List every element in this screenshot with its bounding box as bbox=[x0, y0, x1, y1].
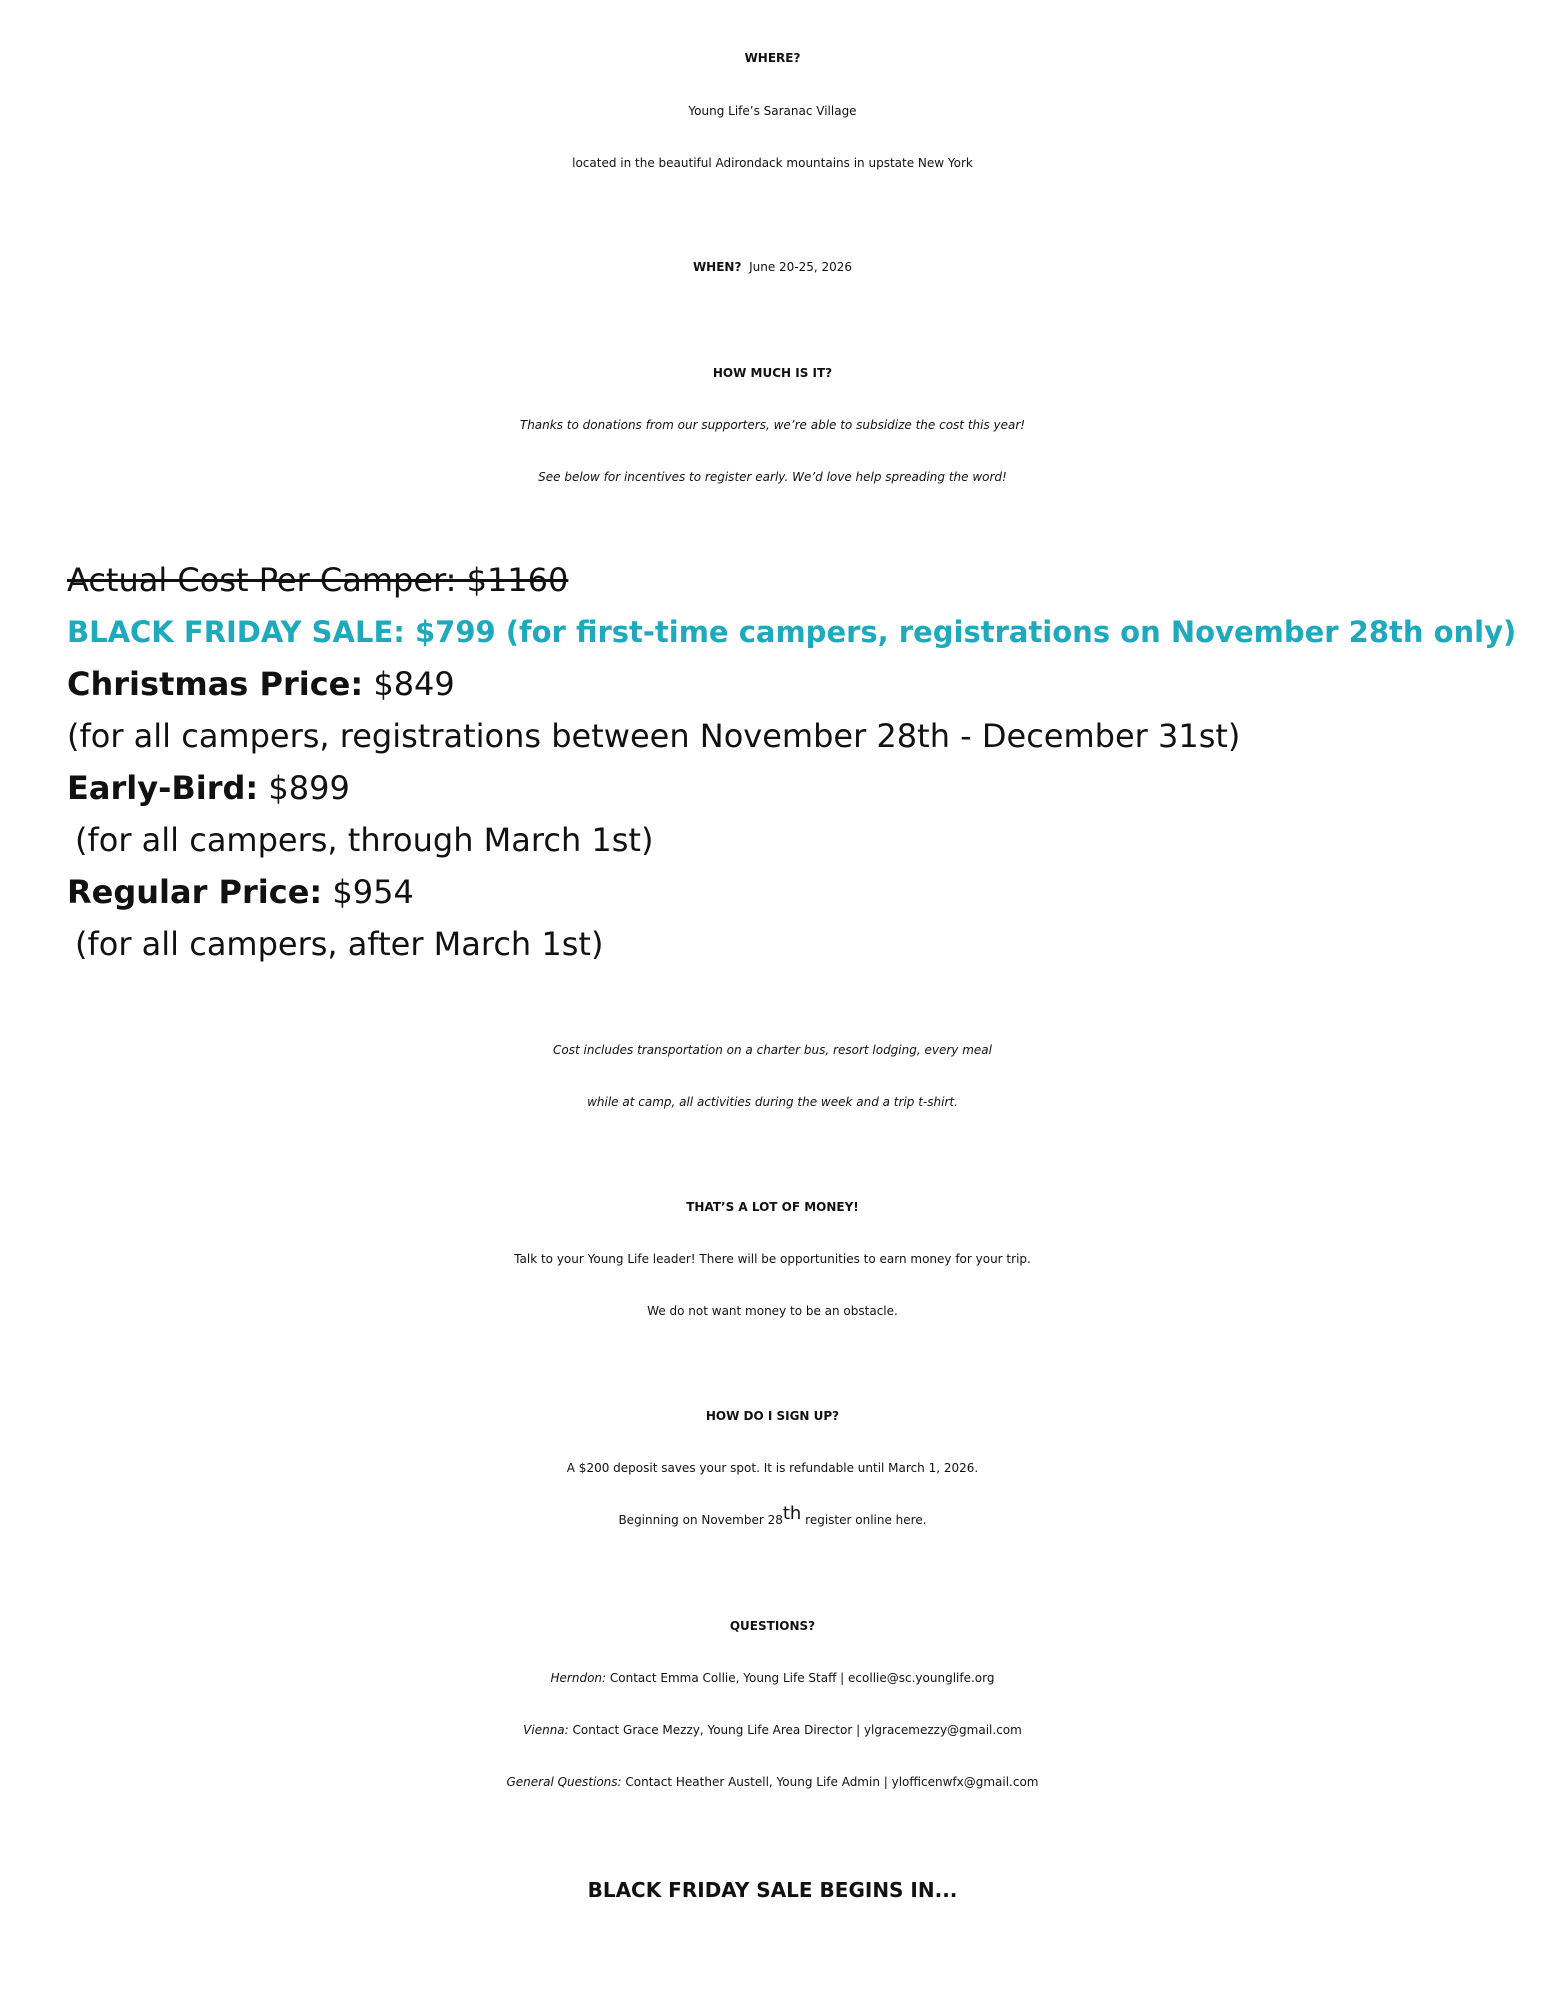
early-bird-value: $899 bbox=[268, 769, 350, 807]
cost-intro-1: Thanks to donations from our supporters, we’re able to subsidize the cost this year! bbox=[519, 418, 1026, 432]
when-heading: WHEN? bbox=[692, 260, 742, 274]
early-bird-price bbox=[67, 768, 350, 808]
signup-heading: HOW DO I SIGN UP? bbox=[705, 1409, 840, 1423]
christmas-label: Christmas Price: bbox=[67, 665, 364, 703]
questions-heading: QUESTIONS? bbox=[729, 1619, 816, 1633]
includes-line-1: Cost includes transportation on a charter bus, resort lodging, every meal bbox=[553, 1043, 992, 1057]
contact-area: Vienna: bbox=[523, 1723, 569, 1737]
where-heading: WHERE? bbox=[744, 51, 801, 65]
early-bird-note: (for all campers, through March 1st) bbox=[75, 821, 654, 859]
signup-line-2 bbox=[0, 1500, 1545, 1540]
contact-email-link[interactable]: ylofficenwfx@gmail.com bbox=[891, 1775, 1039, 1789]
countdown-title: BLACK FRIDAY SALE BEGINS IN... bbox=[587, 1878, 958, 1902]
contact-text: Contact Grace Mezzy, Young Life Area Director | bbox=[568, 1723, 864, 1737]
contact-email-link[interactable]: ecollie@sc.younglife.org bbox=[848, 1671, 995, 1685]
contact-general bbox=[0, 1762, 1545, 1802]
contact-text: Contact Heather Austell, Young Life Admin | bbox=[621, 1775, 892, 1789]
money-line-1: Talk to your Young Life leader! There will be opportunities to earn money for your trip. bbox=[514, 1252, 1031, 1266]
where-line-1: Young Life’s Saranac Village bbox=[688, 104, 857, 118]
regular-value: $954 bbox=[332, 873, 414, 911]
actual-cost: Actual Cost Per Camper: $1160 bbox=[67, 561, 569, 599]
signup-date-suffix: th bbox=[782, 1503, 802, 1524]
when-value: June 20-25, 2026 bbox=[749, 260, 853, 274]
christmas-note: (for all campers, registrations between November 28th - December 31st) bbox=[67, 717, 1241, 755]
early-bird-label: Early-Bird: bbox=[67, 769, 259, 807]
signup-line-1: A $200 deposit saves your spot. It is refundable until March 1, 2026. bbox=[566, 1461, 979, 1475]
where-line-2: located in the beautiful Adirondack mountains in upstate New York bbox=[572, 156, 973, 170]
includes-line-2: while at camp, all activities during the week and a trip t-shirt. bbox=[587, 1095, 958, 1109]
christmas-price bbox=[67, 664, 455, 704]
black-friday-price: BLACK FRIDAY SALE: $799 (for first-time campers, registrations on November 28th only) bbox=[67, 615, 1517, 649]
contact-area: Herndon: bbox=[550, 1671, 607, 1685]
regular-note: (for all campers, after March 1st) bbox=[75, 925, 604, 963]
christmas-value: $849 bbox=[373, 665, 455, 703]
contact-herndon bbox=[0, 1658, 1545, 1698]
register-online-link[interactable]: register online here. bbox=[801, 1513, 927, 1527]
contact-text: Contact Emma Collie, Young Life Staff | bbox=[606, 1671, 849, 1685]
money-line-2: We do not want money to be an obstacle. bbox=[647, 1304, 898, 1318]
regular-label: Regular Price: bbox=[67, 873, 323, 911]
regular-price bbox=[67, 872, 414, 912]
money-heading: THAT’S A LOT OF MONEY! bbox=[686, 1200, 859, 1214]
contact-email-link[interactable]: ylgracemezzy@gmail.com bbox=[863, 1723, 1022, 1737]
cost-heading: HOW MUCH IS IT? bbox=[712, 366, 833, 380]
contact-area: General Questions: bbox=[506, 1775, 622, 1789]
when-line bbox=[0, 247, 1545, 287]
signup-date-text: Beginning on November 28 bbox=[618, 1513, 783, 1527]
contact-vienna bbox=[0, 1710, 1545, 1750]
cost-intro-2: See below for incentives to register early. We’d love help spreading the word! bbox=[538, 470, 1007, 484]
